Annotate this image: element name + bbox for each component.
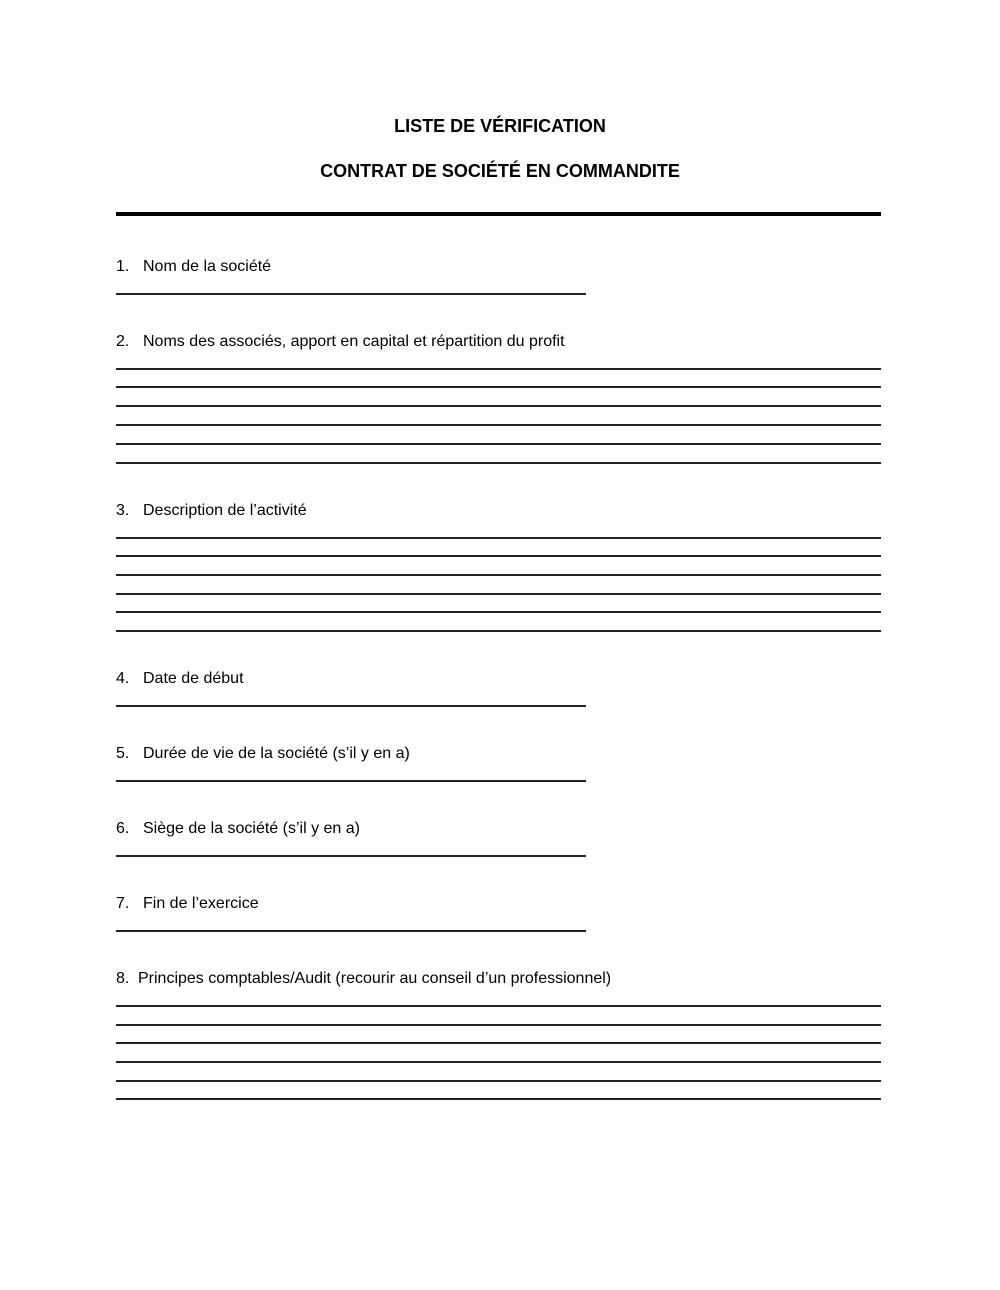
item-2-answer-line[interactable] <box>116 368 881 370</box>
item-3-answer-line[interactable] <box>116 611 881 613</box>
item-3-answer-line[interactable] <box>116 630 881 632</box>
item-3-answer-line[interactable] <box>116 537 881 539</box>
item-2-answer-line[interactable] <box>116 462 881 464</box>
item-8-label: 8. Principes comptables/Audit (recourir au conseil d’un professionnel) <box>116 970 612 987</box>
item-8-answer-line[interactable] <box>116 1024 881 1026</box>
item-8-answer-line[interactable] <box>116 1042 881 1044</box>
item-7-answer-line[interactable] <box>116 930 586 932</box>
item-6-label: 6. Siège de la société (s’il y en a) <box>116 820 360 837</box>
item-4-answer-line[interactable] <box>116 705 586 707</box>
item-8-answer-line[interactable] <box>116 1098 881 1100</box>
item-3-answer-line[interactable] <box>116 574 881 576</box>
item-1-answer-line[interactable] <box>116 293 586 295</box>
item-5-label: 5. Durée de vie de la société (s’il y en a) <box>116 745 410 762</box>
item-2-answer-line[interactable] <box>116 443 881 445</box>
item-3-answer-line[interactable] <box>116 593 881 595</box>
item-1-label: 1. Nom de la société <box>116 258 272 275</box>
item-5-answer-line[interactable] <box>116 780 586 782</box>
header-divider <box>116 212 881 216</box>
item-8-answer-line[interactable] <box>116 1061 881 1063</box>
item-2-answer-line[interactable] <box>116 386 881 388</box>
document-title: LISTE DE VÉRIFICATION <box>394 116 606 136</box>
item-7-label: 7. Fin de l’exercice <box>116 895 259 912</box>
item-2-answer-line[interactable] <box>116 424 881 426</box>
item-6-answer-line[interactable] <box>116 855 586 857</box>
item-3-answer-line[interactable] <box>116 555 881 557</box>
item-4-label: 4. Date de début <box>116 670 244 687</box>
document-subtitle: CONTRAT DE SOCIÉTÉ EN COMMANDITE <box>320 161 680 181</box>
item-3-label: 3. Description de l’activité <box>116 502 307 519</box>
item-2-answer-line[interactable] <box>116 405 881 407</box>
item-8-answer-line[interactable] <box>116 1080 881 1082</box>
item-8-answer-line[interactable] <box>116 1005 881 1007</box>
item-2-label: 2. Noms des associés, apport en capital et répartition du profit <box>116 333 565 350</box>
